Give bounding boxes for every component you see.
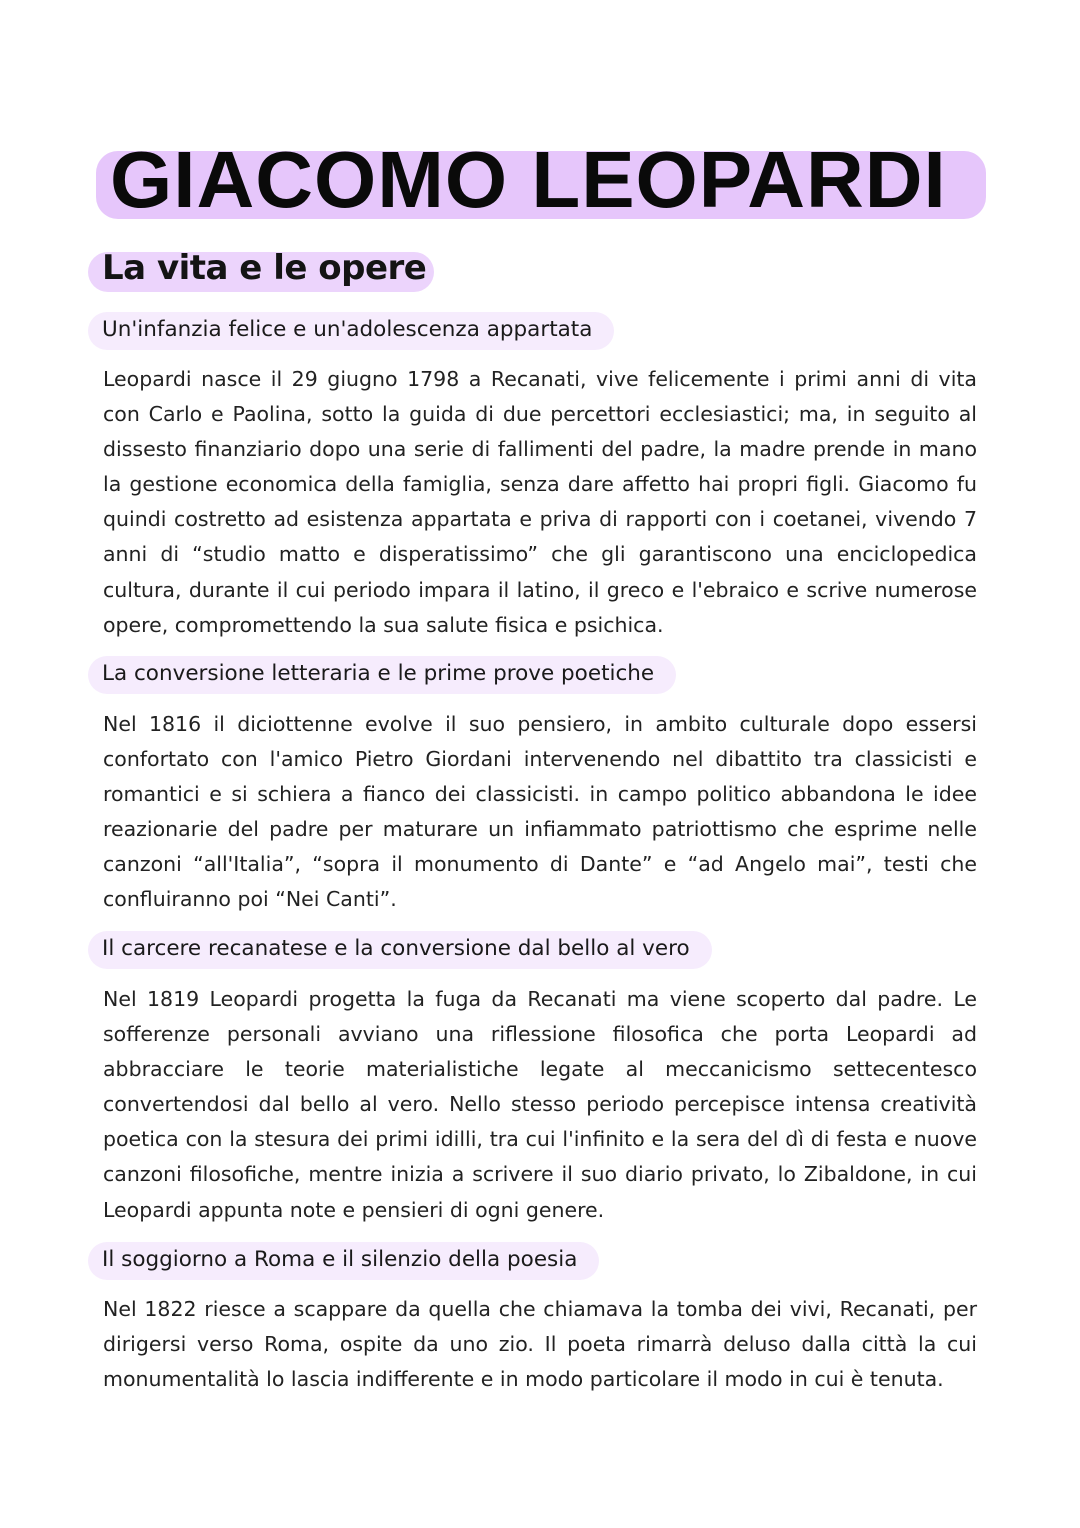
paragraph-soggiorno-roma: Nel 1822 riesce a scappare da quella che chiamava la tomba dei vivi, Recanati, per dirigersi verso Roma, ospite da uno zio. Il poeta rimarrà deluso dalla città la cui monumentalità lo lascia indifferente e in modo particolare il modo in cui è tenuta. <box>103 1297 977 1392</box>
paragraph-infanzia: Leopardi nasce il 29 giugno 1798 a Recanati, vive felicemente i primi anni di vita con Carlo e Paolina, sotto la guida di due percettori ecclesiastici; ma, in seguito al dissesto finanziario dopo una serie di fallimenti del padre, la madre prende in mano la gestione economica della famiglia, senza dare affetto hai propri figli. Giacomo fu quindi costretto ad esistenza appartata e priva di rapporti con i coetanei, vivendo 7 anni di “studio matto e disperatissimo” che gli garantiscono una enciclopedica cultura, durante il cui periodo impara il latino, il greco e l'ebraico e scrive numerose opere, compromettendo la sua salute fisica e psichica. <box>103 367 977 637</box>
subheading-conversione-letteraria: La conversione letteraria e le prime prove poetiche <box>88 656 676 694</box>
page-title <box>96 135 986 224</box>
subheading-infanzia: Un'infanzia felice e un'adolescenza appartata <box>88 312 614 350</box>
subheading-soggiorno-roma: Il soggiorno a Roma e il silenzio della poesia <box>88 1242 599 1280</box>
section-title-text: La vita e le opere <box>102 248 427 288</box>
paragraph-conversione-letteraria: Nel 1816 il diciottenne evolve il suo pensiero, in ambito culturale dopo essersi confortato con l'amico Pietro Giordani intervenendo nel dibattito tra classicisti e romantici e si schiera a fianco dei classicisti. in campo politico abbandona le idee reazionarie del padre per maturare un infiammato patriottismo che esprime nelle canzoni “all'Italia”, “sopra il monumento di Dante” e “ad Angelo mai”, testi che confluiranno poi “Nei Canti”. <box>103 712 977 912</box>
paragraph-carcere-recanatese: Nel 1819 Leopardi progetta la fuga da Recanati ma viene scoperto dal padre. Le sofferenze personali avviano una riflessione filosofica che porta Leopardi ad abbracciare le teorie materialistiche legate al meccanicismo settecentesco convertendosi dal bello al vero. Nello stesso periodo percepisce intensa creatività poetica con la stesura dei primi idilli, tra cui l'infinito e la sera del dì di festa e nuove canzoni filosofiche, mentre inizia a scrivere il suo diario privato, lo Zibaldone, in cui Leopardi appunta note e pensieri di ogni genere. <box>103 987 977 1222</box>
title-text: GIACOMO LEOPARDI <box>110 135 947 224</box>
subheading-carcere-recanatese: Il carcere recanatese e la conversione dal bello al vero <box>88 931 712 969</box>
